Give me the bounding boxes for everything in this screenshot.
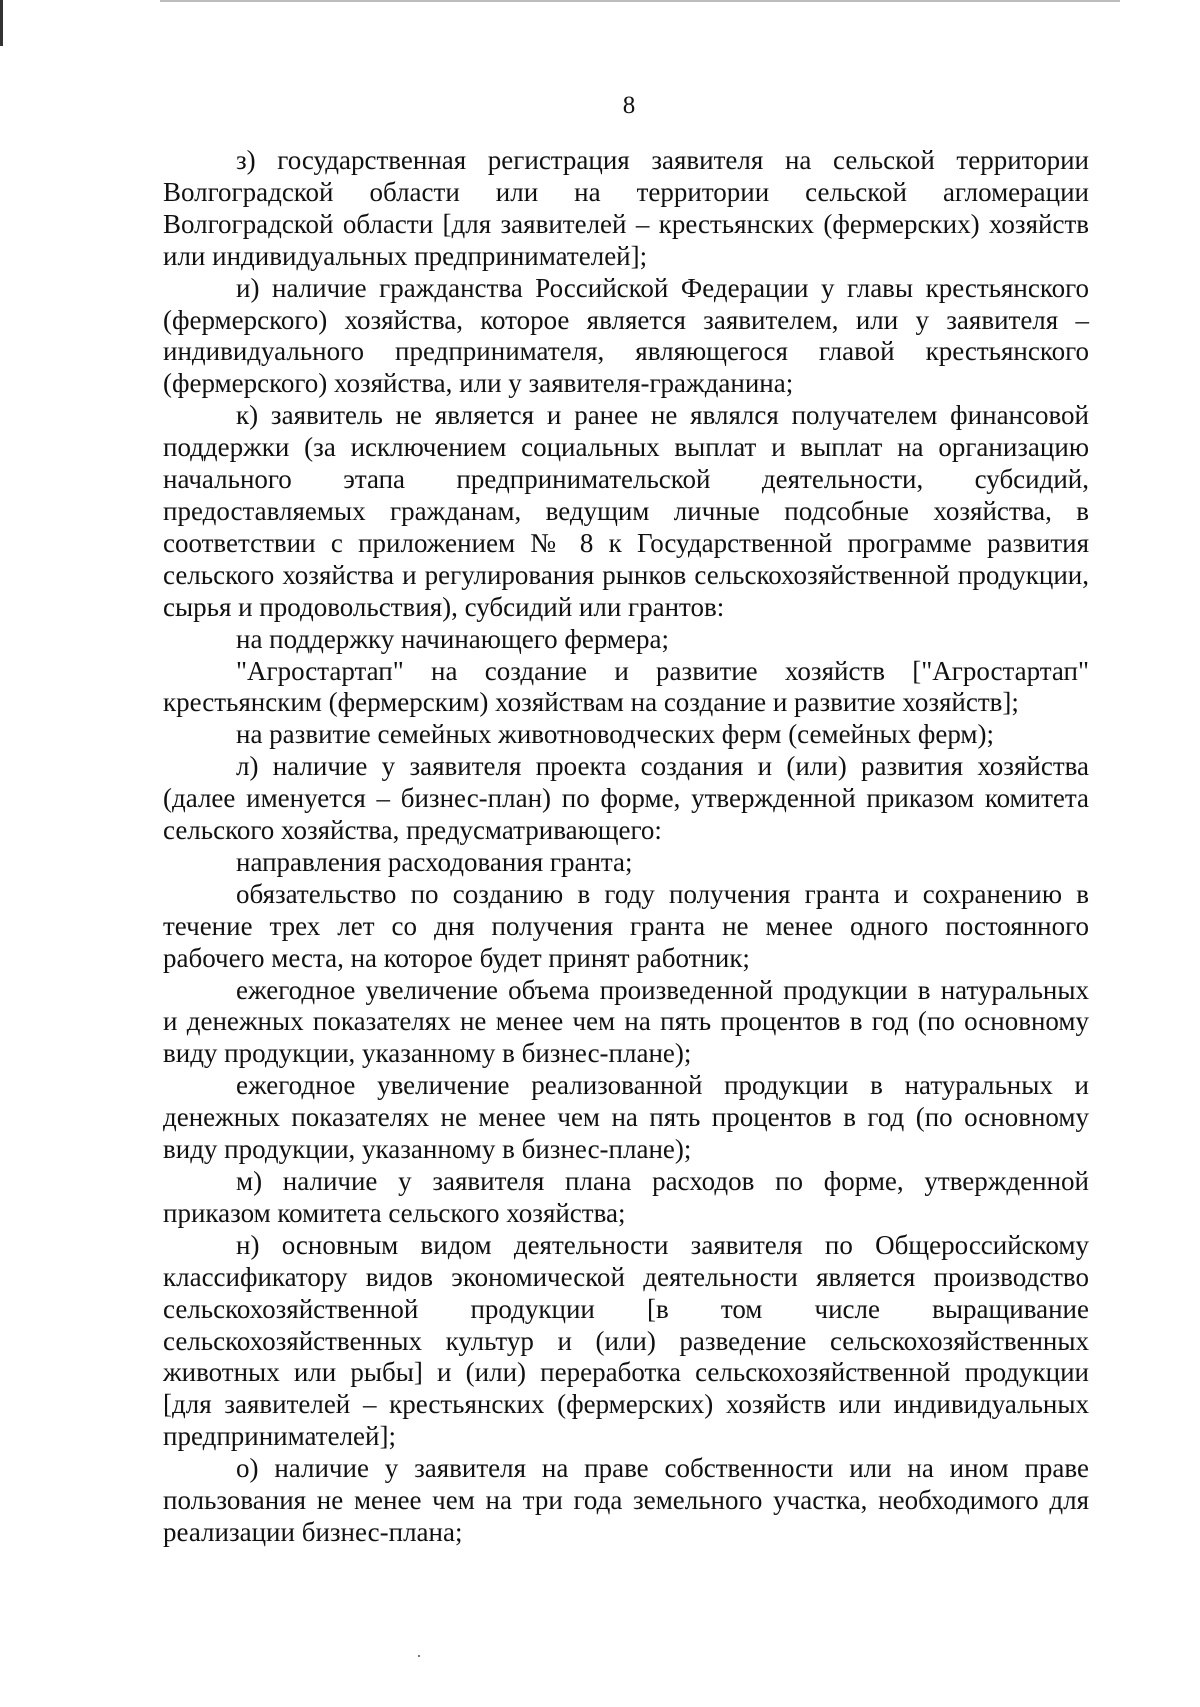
paragraph-l-item-1: направления расходования гранта; [236,846,633,877]
paragraph-n: н) основным видом деятельности заявителя по Общероссийскому классификатору видов экономической деятельности является производство сельскохозяйственной продукции [в том числе выращивание сельскохозяйственных культур и (или) разведение сельскохозяйственных животных или рыбы] и (или) переработка сельскохозяйственной продукции [для заявителей – крестьянских (фермерских) хозяйств или индивидуальных предпринимателей]; [163,1229,1089,1452]
scan-speck [418,1655,420,1657]
paragraph-i: и) наличие гражданства Российской Федерации у главы крестьянского (фермерского) хозяйства, которое является заявителем, или у заявителя – индивидуального предпринимателя, являющегося главой крестьянского (фермерского) хозяйства, или у заявителя-гражданина; [163,272,1089,399]
paragraph-k-item-3: на развитие семейных животноводческих ферм (семейных ферм); [236,719,994,750]
scan-edge-mark [0,0,3,46]
scan-edge-line [160,0,1120,2]
document-body [163,145,1089,1549]
paragraph-l-item-3: ежегодное увеличение объема произведенной продукции в натуральных и денежных показателях не менее чем на пять процентов в год (по основному виду продукции, указанному в бизнес-плане); [163,974,1089,1069]
paragraph-l-item-4: ежегодное увеличение реализованной продукции в натуральных и денежных показателях не менее чем на пять процентов в год (по основному виду продукции, указанному в бизнес-плане); [163,1070,1089,1165]
paragraph-l-item-2: обязательство по созданию в году получения гранта и сохранению в течение трех лет со дня получения гранта не менее одного постоянного рабочего места, на которое будет принят работник; [163,878,1089,973]
paragraph-z: з) государственная регистрация заявителя на сельской территории Волгоградской области или на территории сельской агломерации Волгоградской области [для заявителей – крестьянских (фермерских) хозяйств или индивидуальных предпринимателей]; [163,145,1089,271]
paragraph-o: о) наличие у заявителя на праве собственности или на ином праве пользования не менее чем на три года земельного участка, необходимого для реализации бизнес-плана; [163,1453,1089,1547]
paragraph-l: л) наличие у заявителя проекта создания и (или) развития хозяйства (далее именуется – бизнес-план) по форме, утвержденной приказом комитета сельского хозяйства, предусматривающего: [163,751,1089,846]
paragraph-k: к) заявитель не является и ранее не являлся получателем финансовой поддержки (за исключением социальных выплат и выплат на организацию начального этапа предпринимательской деятельности, субсидий, предоставляемых гражданам, ведущим личные подсобные хозяйства, в соответствии с приложением № 8 к Государственной программе развития сельского хозяйства и регулирования рынков сельскохозяйственной продукции, сырья и продовольствия), субсидий или грантов: [163,400,1089,622]
paragraph-m: м) наличие у заявителя плана расходов по форме, утвержденной приказом комитета сельского хозяйства; [163,1166,1089,1228]
paragraph-k-item-1: на поддержку начинающего фермера; [236,623,669,654]
paragraph-k-item-2: "Агростартап" на создание и развитие хозяйств ["Агростартап" крестьянским (фермерским) хозяйствам на создание и развитие хозяйств]; [163,655,1089,718]
page-number: 8 [622,92,636,119]
